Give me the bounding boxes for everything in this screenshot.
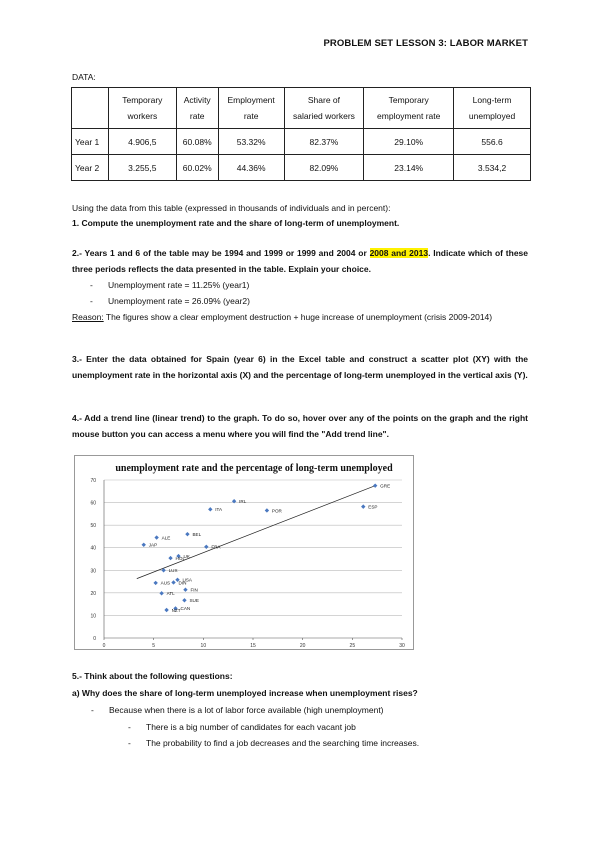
q5-title: 5.- Think about the following questions: [72, 671, 233, 681]
table-row [72, 155, 531, 181]
q2-item: - Unemployment rate = 26.09% (year2) [90, 296, 250, 306]
y-tick-label: 10 [90, 613, 96, 620]
y-tick-label: 30 [90, 568, 96, 575]
table-header-cell: Temporary employment rate [364, 88, 454, 129]
table-header-cell: Long-term unemployed [454, 88, 531, 129]
point-label: IRL [239, 499, 247, 505]
y-tick-label: 40 [90, 545, 96, 552]
point-label: CAN [180, 606, 191, 612]
table-row [72, 129, 531, 155]
table-cell: 60.02% [176, 155, 218, 181]
table-header-cell: Activity rate [176, 88, 218, 129]
point-label: JAP [148, 542, 158, 548]
point-label: UK [183, 553, 190, 559]
table-cell: 60.08% [176, 129, 218, 155]
table-cell: 44.36% [218, 155, 284, 181]
q5-subbullet: - The probability to find a job decreases and the searching time increases. [128, 738, 420, 748]
table-cell: 4.906,5 [108, 129, 176, 155]
q5-question-a: a) Why does the share of long-term unemployed increase when unemployment rises? [72, 688, 418, 698]
point-label: DIN [178, 580, 187, 586]
x-tick-label: 25 [349, 643, 356, 649]
x-tick-label: 20 [299, 643, 306, 649]
x-tick-label: 30 [399, 643, 405, 649]
table-cell: 82.37% [284, 129, 364, 155]
q2-reason: Reason: The figures show a clear employment destruction + huge increase of unemployment (crisis 2009-2014) [72, 312, 493, 322]
table-cell: 29.10% [364, 129, 454, 155]
q5-bullet: - Because when there is a lot of labor force available (high unemployment) [91, 705, 384, 715]
document-header: PROBLEM SET LESSON 3: LABOR MARKET [323, 38, 528, 49]
q4-question: 4.- Add a trend line (linear trend) to the graph. To do so, hover over any of the points on the graph and the right mouse button you can access a menu where you will find the "Add trend line". [72, 413, 528, 439]
point-label: BEL [192, 531, 202, 537]
q2-question: 2.- Years 1 and 6 of the table may be 1994 and 1999 or 1999 and 2004 or 2008 and 2013. Indicate which of these three periods reflects the data presented in the table. Explain your choice. [72, 248, 528, 274]
point-label: FIN [190, 587, 198, 593]
point-label: HOL [175, 555, 186, 561]
q1-question: 1. Compute the unemployment rate and the share of long-term of unemployment. [72, 218, 400, 228]
q2-highlight: 2008 and 2013 [369, 248, 429, 258]
table-cell: 23.14% [364, 155, 454, 181]
scatter-chart [74, 455, 414, 650]
table-header-cell: Share of salaried workers [284, 88, 364, 129]
x-tick-label: 5 [152, 643, 156, 649]
chart-title: unemployment rate and the percentage of long-term unemployed [115, 463, 393, 474]
point-label: NZT [171, 607, 181, 613]
y-tick-label: 20 [90, 590, 96, 597]
data-label: DATA: [72, 72, 96, 82]
point-label: LUX [168, 568, 178, 574]
table-header-cell: Employment rate [218, 88, 284, 129]
table-cell: 82.09% [284, 155, 364, 181]
q2-item: - Unemployment rate = 11.25% (year1) [90, 280, 250, 290]
table-header-row [72, 88, 531, 129]
table-cell: 3.255,5 [108, 155, 176, 181]
q1-intro: Using the data from this table (expressed in thousands of individuals and in percent): [72, 203, 391, 213]
data-table [71, 87, 531, 181]
x-tick-label: 0 [102, 643, 106, 649]
q3-question: 3.- Enter the data obtained for Spain (year 6) in the Excel table and construct a scatter plot (XY) with the unemployment rate in the horizontal axis (X) and the percentage of long-term unemployed in the vertical axis (Y). [72, 354, 528, 380]
point-label: FRA [211, 544, 221, 550]
point-label: AUS [160, 580, 171, 586]
y-tick-label: 60 [90, 500, 96, 507]
table-header-cell [72, 88, 109, 129]
point-label: POR [271, 508, 282, 514]
q5-subbullet: - There is a big number of candidates for each vacant job [128, 722, 356, 732]
chart-frame [75, 456, 414, 650]
x-tick-label: 15 [250, 643, 256, 649]
table-cell: 53.32% [218, 129, 284, 155]
y-tick-label: 70 [90, 478, 96, 484]
point-label: ESP [368, 504, 378, 510]
x-tick-label: 10 [200, 643, 207, 649]
y-tick-label: 0 [93, 636, 96, 642]
point-label: ALE [161, 535, 171, 541]
point-label: ITA [215, 507, 223, 513]
table-cell: Year 2 [72, 155, 109, 181]
point-label: USA [182, 577, 192, 583]
point-label: GRE [380, 483, 391, 489]
table-cell: Year 1 [72, 129, 109, 155]
point-label: SUE [189, 598, 199, 604]
y-tick-label: 50 [90, 523, 96, 530]
table-cell: 556.6 [454, 129, 531, 155]
table-cell: 3.534,2 [454, 155, 531, 181]
scatter-chart-svg [74, 455, 414, 650]
point-label: ATL [166, 591, 175, 597]
table-header-cell: Temporary workers [108, 88, 176, 129]
